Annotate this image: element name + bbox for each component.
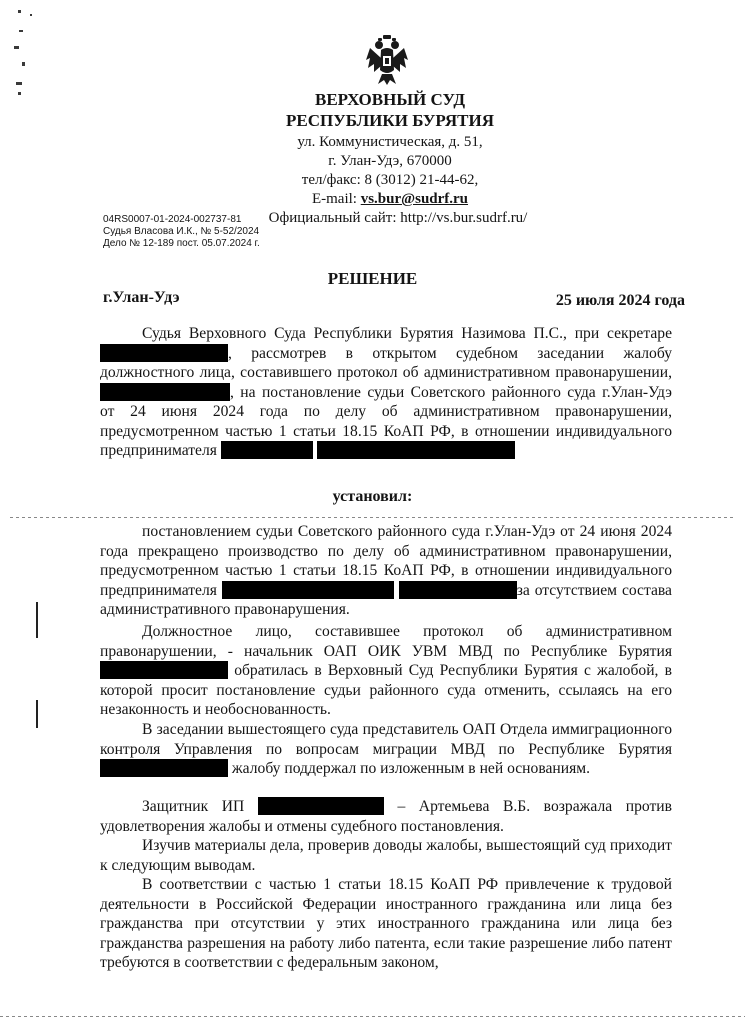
paragraph-text: – Артемьева В.Б. возражала против удовлетворения жалобы и отмены судебного постановления. — [100, 798, 672, 835]
redacted-name — [222, 581, 394, 599]
paragraph-text: Должностное лицо, составившее протокол об административном правонарушении, - начальник ОАП ОИК УВМ МВД по Республике Бурятия — [100, 623, 672, 660]
redacted-name — [399, 581, 517, 599]
paragraph-text: , на постановление судьи Советского районного суда г.Улан-Удэ от 24 июня 2024 года по делу об административном правонарушении, предусмотренном частью 1 статьи 18.15 КоАП РФ, в отношении индивидуального предпринимателя — [100, 383, 672, 459]
redacted-name — [100, 661, 228, 679]
scan-artifact-line — [0, 1016, 745, 1017]
case-reference: Дело № 12-189 пост. 05.07.2024 г. — [103, 238, 260, 249]
paragraph-intro — [100, 324, 672, 461]
paragraph-text: В заседании вышестоящего суда представитель ОАП Отдела иммиграционного контроля Управления по вопросам миграции МВД по Республике Бурятия — [100, 721, 672, 758]
scan-mark — [19, 30, 23, 32]
redacted-name — [258, 797, 384, 815]
paragraph-ruling — [100, 522, 672, 620]
redacted-name — [100, 344, 228, 362]
case-number: 04RS0007-01-2024-002737-81 — [103, 214, 242, 225]
redacted-name — [100, 383, 230, 401]
paragraph-complaint — [100, 622, 672, 720]
email-label: E-mail: — [311, 191, 357, 207]
paragraph-text: Защитник ИП — [142, 798, 245, 815]
scan-mark — [18, 92, 21, 95]
section-heading-established: установил: — [332, 488, 413, 505]
paragraph-findings — [100, 836, 672, 875]
court-name-line1: ВЕРХОВНЫЙ СУД — [314, 90, 466, 109]
redacted-name — [221, 441, 313, 459]
document-date: 25 июля 2024 года — [555, 292, 685, 309]
paragraph-text: В соответствии с частью 1 статьи 18.15 КоАП РФ привлечение к трудовой деятельности в Российской Федерации иностранного гражданина или лица без гражданства при отсутствии у этих иностранного гражданина или лица без гражданства разрешения на работу либо патента, если такие разрешение либо патент требуются в соответствии с федеральным законом, — [100, 876, 672, 971]
coat-of-arms-icon — [364, 34, 410, 86]
scan-mark — [14, 46, 19, 49]
paragraph-text: Изучив материалы дела, проверив доводы жалобы, вышестоящий суд приходит к следующим выводам. — [100, 837, 672, 874]
court-address-street: ул. Коммунистическая, д. 51, — [297, 134, 483, 150]
paragraph-text: жалобу поддержал по изложенным в ней основаниям. — [231, 760, 591, 777]
court-address-city: г. Улан-Удэ, 670000 — [328, 153, 452, 169]
scan-margin-mark — [36, 700, 38, 728]
paragraph-text: за отсутствием состава административного правонарушения. — [100, 581, 672, 618]
scan-mark — [18, 10, 21, 13]
scan-mark — [22, 62, 25, 66]
court-email — [150, 190, 630, 209]
court-name-line2: РЕСПУБЛИКИ БУРЯТИЯ — [286, 111, 494, 130]
case-judge: Судья Власова И.К., № 5-52/2024 — [103, 226, 260, 237]
paragraph-law — [100, 875, 672, 973]
document-place: г.Улан-Удэ — [103, 289, 180, 306]
scan-mark — [16, 82, 22, 85]
redacted-name — [317, 441, 515, 459]
paragraph-text: обратилась в Верховный Суд Республики Бурятия с жалобой, в которой просит постановление судьи районного суда отменить, ссылаясь на его незаконность и необоснованность. — [100, 662, 672, 718]
paragraph-defender — [100, 797, 672, 836]
court-website[interactable]: Официальный сайт: http://vs.bur.sudrf.ru/ — [268, 210, 528, 226]
scan-artifact-line — [10, 517, 735, 518]
paragraph-text: , рассмотрев в открытом судебном заседании жалобу должностного лица, составившего протокол об административном правонарушении, — [100, 344, 672, 381]
paragraph-text: постановлением судьи Советского районного суда г.Улан-Удэ от 24 июня 2024 года прекращено производство по делу об административном правонарушении, предусмотренном частью 1 статьи 18.15 КоАП РФ, в отношении индивидуального предпринимателя — [100, 523, 672, 599]
scan-margin-mark — [36, 602, 38, 638]
court-phone: тел/факс: 8 (3012) 21-44-62, — [301, 172, 479, 188]
redacted-name — [100, 759, 228, 777]
paragraph-hearing — [100, 720, 672, 779]
email-link[interactable]: vs.bur@sudrf.ru — [360, 191, 469, 207]
paragraph-text: Судья Верховного Суда Республики Бурятия Назимова П.С., при секретаре — [142, 325, 672, 342]
scan-mark — [30, 14, 32, 16]
document-title: РЕШЕНИЕ — [327, 269, 418, 288]
